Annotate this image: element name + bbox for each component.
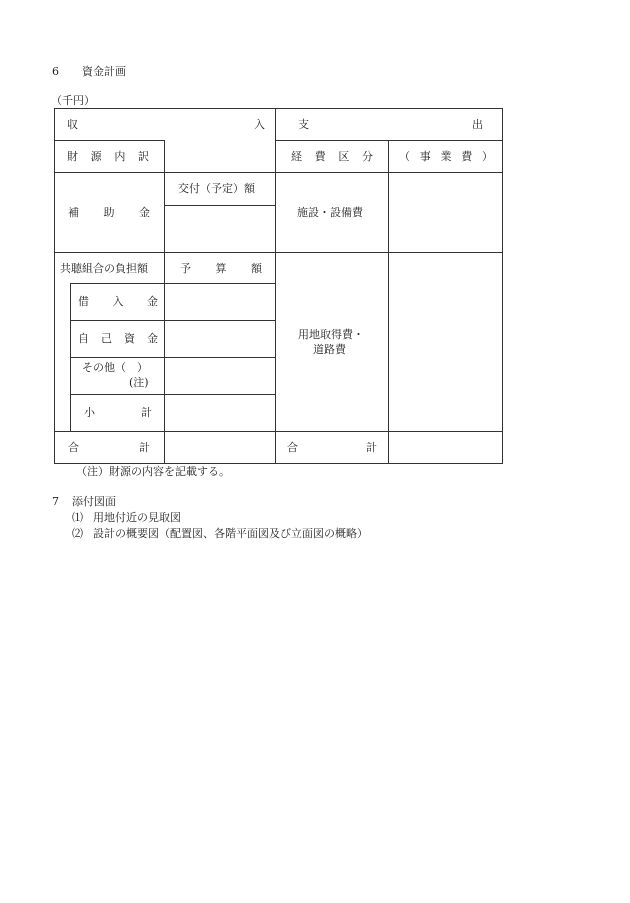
section6-title: 資金計画 [82,65,126,78]
unit-label: （千円） [51,94,95,107]
expense-header-left: 支 [298,118,309,131]
land-cost-line2: 道路費 [313,343,346,356]
section7-title: 添付図面 [72,495,116,508]
other-label: その他（ ） [82,361,148,374]
expense-header-right: 出 [472,118,483,131]
land-cost-line1: 用地取得費・ [298,328,364,341]
other-note-label: (注) [129,376,149,389]
total-right-label: 合 計 [287,441,377,454]
grant-amount-label: 交付（予定）額 [178,182,255,195]
income-header-right: 入 [254,118,265,131]
section6-number: 6 [52,65,59,78]
total-left-label: 合 計 [68,441,150,454]
section7-number: 7 [52,495,59,508]
table-footnote: （注）財源の内容を記載する。 [76,465,230,478]
attachment-item-marker: ⑴ [72,511,83,524]
project-cost-label: （ 事 業 費 ） [399,150,493,163]
own-funds-label: 自 己 資 金 [78,332,158,345]
subsidy-label: 補 助 金 [68,206,150,219]
income-breakdown-label: 財 源 内 訳 [67,150,149,163]
budget-label: 予 算 額 [180,262,262,275]
loan-label: 借 入 金 [78,295,158,308]
expense-category-label: 経 費 区 分 [291,150,373,163]
facility-cost-label: 施設・設備費 [297,206,363,219]
attachment-item-text: 用地付近の見取図 [93,511,181,524]
union-burden-label: 共聴組合の負担額 [60,262,148,275]
income-header-left: 収 [67,118,78,131]
attachment-item-marker: ⑵ [72,527,83,540]
subtotal-label: 小 計 [84,406,152,419]
attachment-item-text: 設計の概要図（配置図、各階平面図及び立面図の概略） [93,527,368,540]
